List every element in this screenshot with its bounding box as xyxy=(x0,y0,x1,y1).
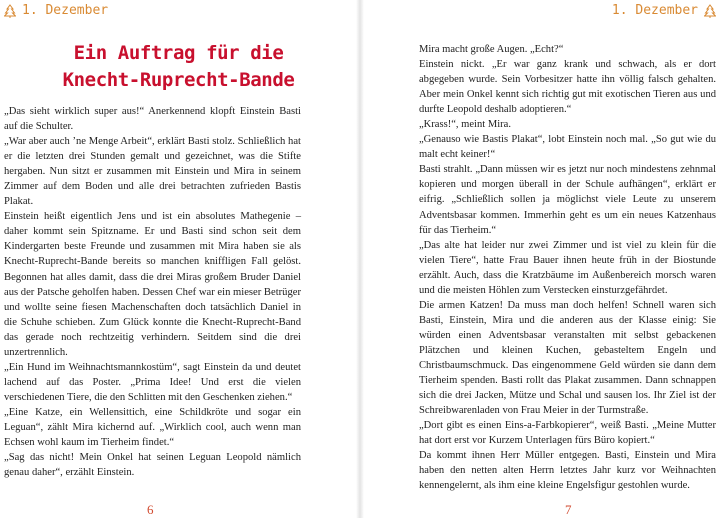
left-header xyxy=(4,3,108,18)
right-paragraph: Da kommt ihnen Herr Müller entgegen. Basti, Einstein und Mira haben den netten alten Herrn letztes Jahr kurz vor Weihnachten kennengelernt, als ihm eine kleine Engelsfigur gestohlen wurde. xyxy=(419,450,716,492)
right-header-date: 1. Dezember xyxy=(611,3,698,18)
left-header-date: 1. Dezember xyxy=(22,3,109,18)
right-paragraph: Einstein nickt. „Er war ganz krank und schwach, als er dort abgegeben wurde. Sein Vorbesitzer hatte ihn völlig falsch gehalten. Aber mein Onkel kennt sich richtig gut mit exotischen Tieren aus und durfte Leopold deshalb adoptieren.“ xyxy=(419,59,716,116)
chapter-title xyxy=(0,40,357,94)
right-header xyxy=(612,3,716,18)
right-paragraph: „Genauso wie Bastis Plakat“, lobt Einstein noch mal. „So gut wie du malt echt keiner!“ xyxy=(419,134,716,161)
left-paragraph: „Sag das nicht! Mein Onkel hat seinen Leguan Leopold nämlich genau daher“, erzählt Einstein. xyxy=(4,452,301,479)
left-body-text xyxy=(4,104,301,480)
left-paragraph: „Ein Hund im Weihnachtsmannkostüm“, sagt Einstein da und deutet lachend auf das Poster. „Prima Idee! Und erst die vielen verschiedenen Tiere, die den Schlitten mit den Geschenken ziehen.“ xyxy=(4,361,301,403)
chapter-title-line-2: Knecht-Ruprecht-Bande xyxy=(62,69,295,91)
left-page-number: 6 xyxy=(147,502,154,517)
right-paragraph: „Das alte hat leider nur zwei Zimmer und ist viel zu klein für die vielen Tiere“, hatte Frau Bauer ihnen heute früh in der Biostunde erzählt. Auch, dass die Kratzbäume im Außenbereich morsch waren und die meisten Höhlen zum Verstecken einsturzgefährdet. xyxy=(419,239,716,296)
left-paragraph: „Eine Katze, ein Wellensittich, eine Schildkröte und sogar ein Leguan“, zählt Mira kichernd auf. „Wirklich cool, auch wenn man Echsen wohl kaum im Tierheim findet.“ xyxy=(4,406,301,449)
left-paragraph: Einstein heißt eigentlich Jens und ist ein absolutes Mathegenie – daher kommt sein Spitzname. Er und Basti sind schon seit dem Kindergarten beste Freunde und zusammen mit Mira haben sie als Knecht-Ruprecht-Bande bereits so manchen kniffligen Fall gelöst. Begonnen hat alles damit, dass die drei Miras großem Bruder Daniel aus der Patsche geholfen haben. Dessen Chef war ein mieser Betrüger und wollte seine fiesen Machenschaften doch tatsächlich Daniel in die Schuhe schieben. Zum Glück konnte die Knecht-Ruprecht-Band das gerade noch rechtzeitig verhindern. Seitdem sind die drei unzertrennlich. xyxy=(4,211,301,358)
right-paragraph: Die armen Katzen! Da muss man doch helfen! Schnell waren sich Basti, Einstein, Mira und die anderen aus der Klasse einig: Sie würden einen Adventsbasar veranstalten mit selbst gebackenen Plätzchen und kleinen Kuchen, gebasteltem Engeln und Christbaumschmuck. Das eingenommene Geld würden sie dann dem Tierheim spenden. Basti rollt das Plakat zusammen. Dann schnappen sich die drei Jacken, Mütze und Schal und sausen los. Ihr Ziel ist der Schreibwarenladen von Frau Meier in der Turmstraße. xyxy=(419,299,716,417)
right-paragraph: „Krass!“, meint Mira. xyxy=(419,119,511,131)
right-paragraph: Mira macht große Augen. „Echt?“ xyxy=(419,44,564,55)
right-paragraph: „Dort gibt es einen Eins-a-Farbkopierer“, weiß Basti. „Meine Mutter hat dort erst vor Kurzem Unterlagen fürs Büro kopiert.“ xyxy=(419,420,716,447)
left-page xyxy=(0,0,357,518)
christmas-tree-icon xyxy=(4,4,16,18)
christmas-tree-icon xyxy=(704,4,716,18)
left-paragraph: „Das sieht wirklich super aus!“ Anerkennend klopft Einstein Basti auf die Schulter. xyxy=(4,106,301,133)
right-page-number: 7 xyxy=(565,502,572,517)
right-body-text xyxy=(419,42,716,493)
right-paragraph: Basti strahlt. „Dann müssen wir es jetzt nur noch mindestens zehnmal kopieren und morgen überall in der Schule aufhängen“, erklärt er eifrig. „Schließlich sollen ja möglichst viele Leute zu unserem Adventsbasar kommen. Immerhin geht es um ein neues Katzenhaus für das Tierheim.“ xyxy=(419,164,716,236)
chapter-title-line-1: Ein Auftrag für die xyxy=(73,42,284,64)
left-paragraph: „War aber auch ’ne Menge Arbeit“, erklärt Basti stolz. Schließlich hat er die letzten drei Stunden gemalt und gezeichnet, was die Stifte hergaben. Nun sitzt er zusammen mit Einstein und Mira in seinem Zimmer auf dem Boden und alle drei betrachten zufrieden Bastis Plakat. xyxy=(4,136,301,208)
